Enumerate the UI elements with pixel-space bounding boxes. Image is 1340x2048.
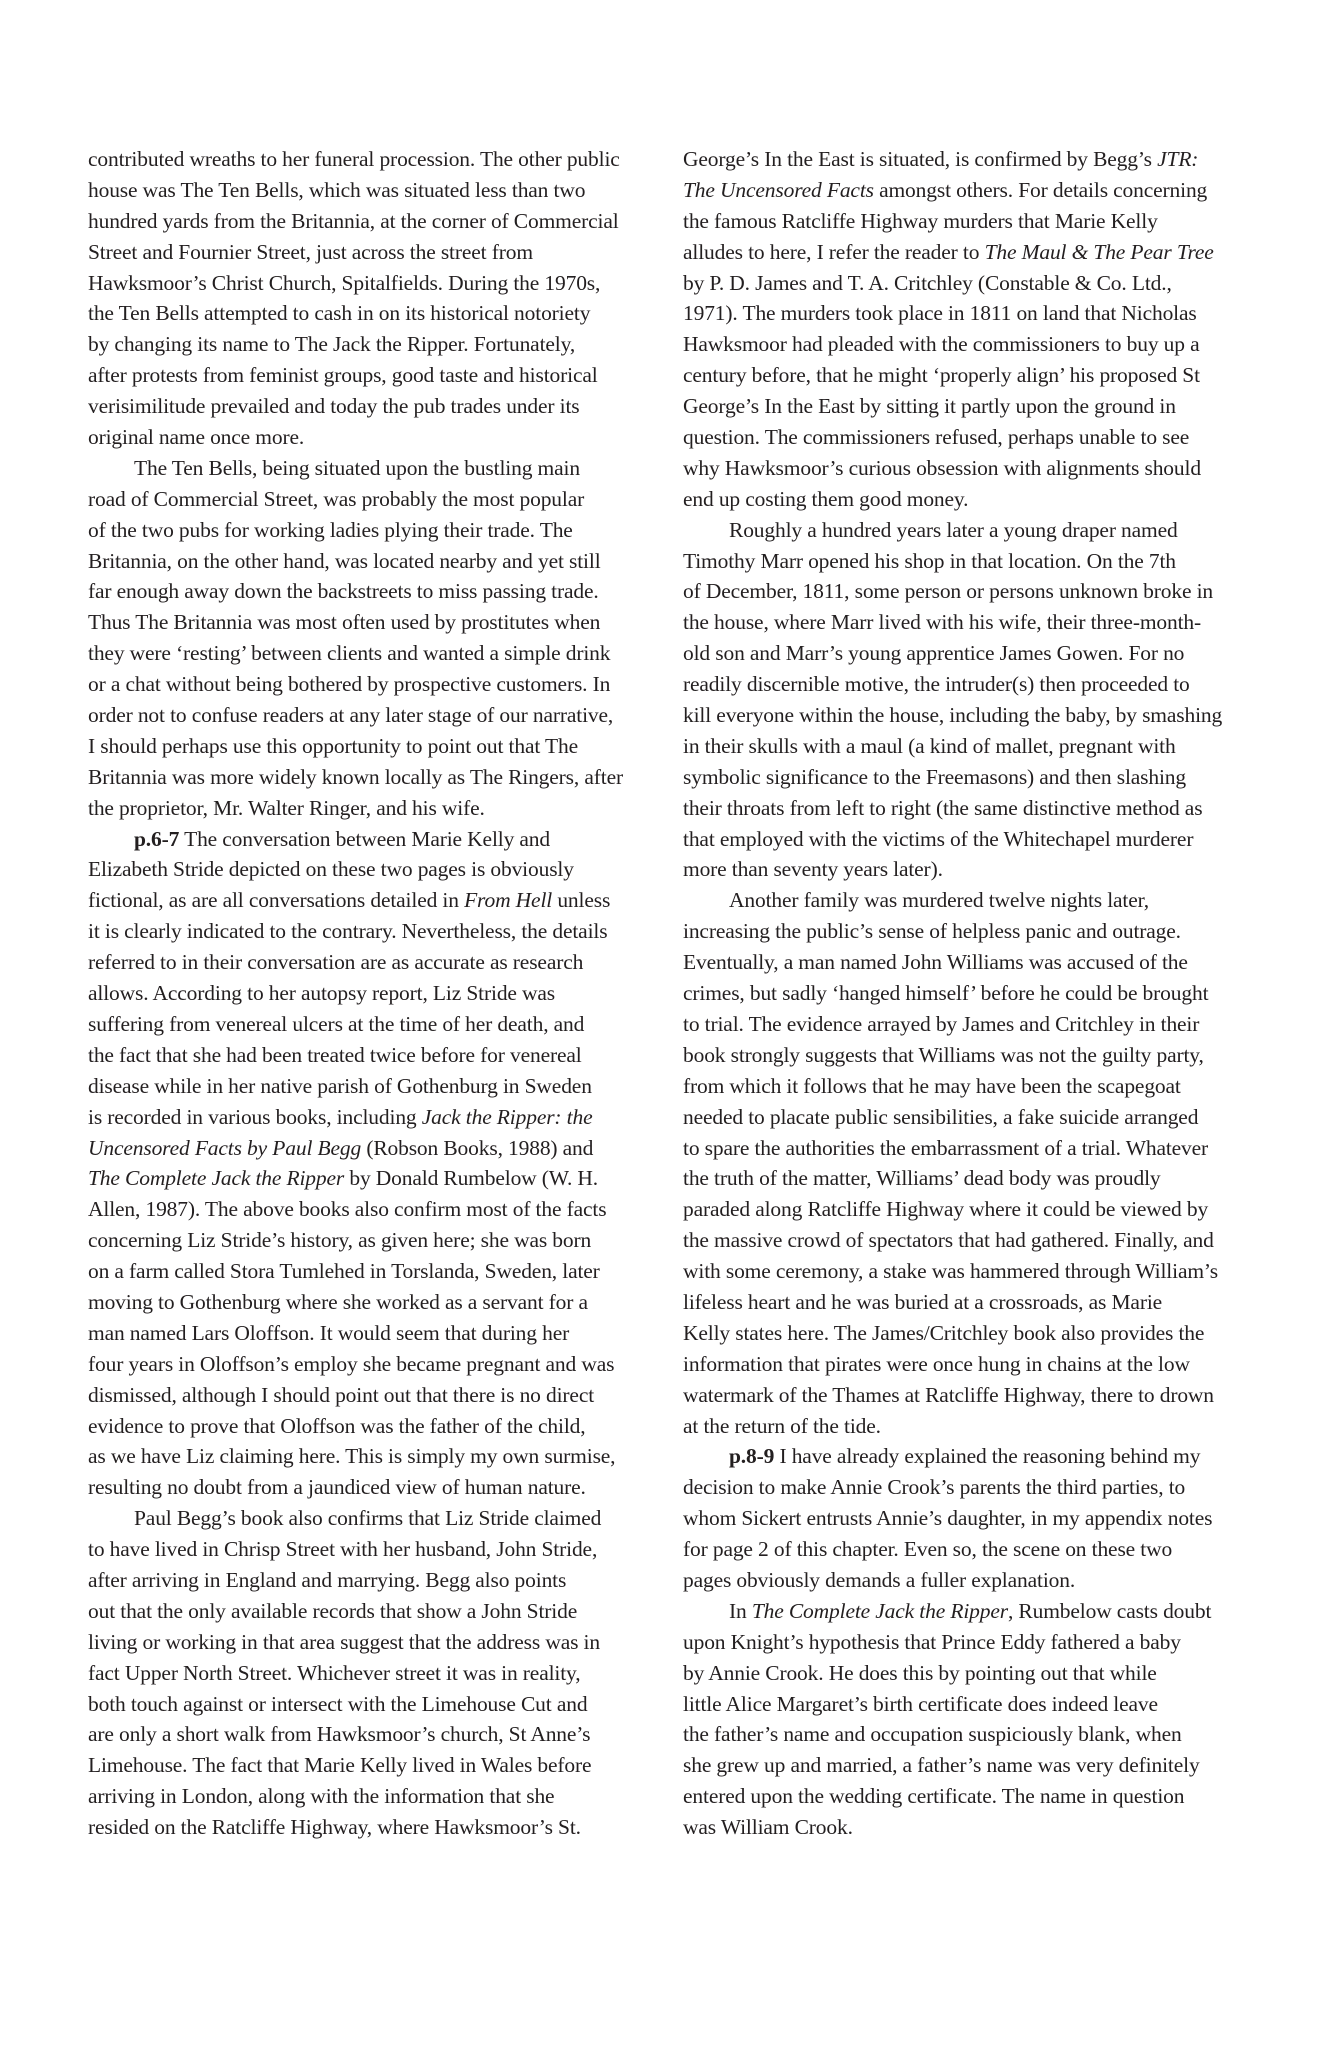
text-line (88, 1040, 648, 1071)
text-line (683, 1349, 1263, 1380)
text-run: road of Commercial Street, was probably the most popular (88, 486, 585, 511)
text-line (683, 731, 1263, 762)
text-line (88, 1133, 648, 1164)
text-run: four years in Oloffson’s employ she became pregnant and was (88, 1351, 615, 1376)
text-run: decision to make Annie Crook’s parents the third parties, to (683, 1475, 1186, 1500)
text-run: pages obviously demands a fuller explanation. (683, 1567, 1076, 1592)
text-run: question. The commissioners refused, perhaps unable to see (683, 425, 1190, 450)
text-run: moving to Gothenburg where she worked as a servant for a (88, 1289, 588, 1314)
text-line (88, 1658, 648, 1689)
text-run: more than seventy years later). (683, 857, 943, 882)
text-run: man named Lars Oloffson. It would seem that during her (88, 1320, 570, 1345)
text-run: it is clearly indicated to the contrary. Nevertheless, the details (88, 919, 608, 944)
text-line (88, 1565, 648, 1596)
text-run: Elizabeth Stride depicted on these two pages is obviously (88, 857, 574, 882)
text-run: why Hawksmoor’s curious obsession with alignments should (683, 455, 1201, 480)
text-line (683, 1627, 1263, 1658)
text-run: crimes, but sadly ‘hanged himself’ before he could be brought (683, 981, 1209, 1006)
text-run: are only a short walk from Hawksmoor’s church, St Anne’s (88, 1722, 591, 1747)
text-line (88, 1411, 648, 1442)
text-line (683, 391, 1263, 422)
italic-title: Jack the Ripper: the (421, 1104, 593, 1129)
text-line (88, 978, 648, 1009)
text-line (88, 1719, 648, 1750)
text-run: far enough away down the backstreets to miss passing trade. (88, 579, 599, 604)
text-run: information that pirates were once hung in chains at the low (683, 1351, 1190, 1376)
text-line (683, 360, 1263, 391)
text-run: after arriving in England and marrying. Begg also points (88, 1567, 567, 1592)
page-reference: p.6-7 (134, 826, 180, 851)
text-line (88, 329, 648, 360)
text-line (683, 669, 1263, 700)
left-text-column (88, 144, 648, 1843)
text-run: symbolic significance to the Freemasons) and then slashing (683, 764, 1187, 789)
text-line (88, 484, 648, 515)
italic-title: From Hell (464, 888, 553, 913)
text-line (683, 1565, 1263, 1596)
text-line (88, 731, 648, 762)
text-line (683, 1596, 1263, 1627)
text-line (683, 1256, 1263, 1287)
text-run: amongst others. For details concerning (873, 177, 1208, 202)
text-line (683, 638, 1263, 669)
text-run: kill everyone within the house, including the baby, by smashing (683, 703, 1223, 728)
text-line (88, 824, 648, 855)
text-line (88, 1503, 648, 1534)
text-run: order not to confuse readers at any later stage of our narrative, (88, 703, 614, 728)
text-run: paraded along Ratcliffe Highway where it could be viewed by (683, 1197, 1209, 1222)
text-line (683, 268, 1263, 299)
text-line (683, 978, 1263, 1009)
text-line (683, 515, 1263, 546)
text-line (88, 175, 648, 206)
text-line (88, 1194, 648, 1225)
text-line (88, 762, 648, 793)
text-run: increasing the public’s sense of helpless panic and outrage. (683, 919, 1181, 944)
text-line (88, 1318, 648, 1349)
text-run: after protests from feminist groups, good taste and historical (88, 363, 598, 388)
text-run: by Donald Rumbelow (W. H. (344, 1166, 599, 1191)
text-run: alludes to here, I refer the reader to (683, 239, 985, 264)
text-line (683, 206, 1263, 237)
text-line (88, 669, 648, 700)
text-run: that employed with the victims of the Whitechapel murderer (683, 826, 1194, 851)
text-line (88, 1596, 648, 1627)
text-run: 1971). The murders took place in 1811 on land that Nicholas (683, 301, 1197, 326)
text-line (683, 175, 1263, 206)
text-line (683, 1411, 1263, 1442)
text-line (683, 762, 1263, 793)
text-run: from which it follows that he may have been the scapegoat (683, 1073, 1181, 1098)
text-run: by P. D. James and T. A. Critchley (Constable & Co. Ltd., (683, 270, 1172, 295)
text-line (683, 854, 1263, 885)
text-run: book strongly suggests that Williams was not the guilty party, (683, 1042, 1204, 1067)
text-line (88, 298, 648, 329)
text-run: arriving in London, along with the information that she (88, 1784, 555, 1809)
text-run: The conversation between Marie Kelly and (179, 826, 551, 851)
text-run: to spare the authorities the embarrassment of a trial. Whatever (683, 1135, 1209, 1160)
text-line (683, 1812, 1263, 1843)
text-run: needed to placate public sensibilities, a fake suicide arranged (683, 1104, 1199, 1129)
text-run: Limehouse. The fact that Marie Kelly lived in Wales before (88, 1753, 592, 1778)
text-run: at the return of the tide. (683, 1413, 881, 1438)
text-run: hundred yards from the Britannia, at the corner of Commercial (88, 208, 619, 233)
text-line (683, 1009, 1263, 1040)
text-line (683, 1163, 1263, 1194)
text-line (88, 453, 648, 484)
text-line (683, 1658, 1263, 1689)
text-run: the truth of the matter, Williams’ dead body was proudly (683, 1166, 1161, 1191)
text-run: George’s In the East by sitting it partly upon the ground in (683, 394, 1176, 419)
text-line (88, 1441, 648, 1472)
text-run: dismissed, although I should point out that there is no direct (88, 1382, 595, 1407)
text-run: in their skulls with a maul (a kind of mallet, pregnant with (683, 733, 1176, 758)
text-run: the famous Ratcliffe Highway murders that Marie Kelly (683, 208, 1158, 233)
text-run: out that the only available records that show a John Stride (88, 1598, 578, 1623)
text-run: the fact that she had been treated twice before for venereal (88, 1042, 582, 1067)
text-run: end up costing them good money. (683, 486, 969, 511)
text-line (683, 546, 1263, 577)
text-line (88, 793, 648, 824)
text-run: I have already explained the reasoning behind my (774, 1444, 1201, 1469)
text-run: she grew up and married, a father’s name was very definitely (683, 1753, 1200, 1778)
text-line (88, 268, 648, 299)
text-run: of the two pubs for working ladies plying their trade. The (88, 517, 573, 542)
text-line (683, 1102, 1263, 1133)
text-run: fictional, as are all conversations detailed in (88, 888, 465, 913)
text-line (88, 700, 648, 731)
text-run: concerning Liz Stride’s history, as given here; she was born (88, 1228, 592, 1253)
text-line (683, 329, 1263, 360)
text-line (88, 1071, 648, 1102)
text-line (683, 1194, 1263, 1225)
text-run: Britannia, on the other hand, was located nearby and yet still (88, 548, 601, 573)
text-line (683, 453, 1263, 484)
text-line (683, 144, 1263, 175)
italic-title: JTR: (1157, 147, 1199, 171)
text-line (683, 1380, 1263, 1411)
right-text-column (683, 144, 1263, 1843)
text-line (88, 1349, 648, 1380)
text-run: their throats from left to right (the same distinctive method as (683, 795, 1203, 820)
text-run: was William Crook. (683, 1815, 853, 1840)
text-line (683, 1040, 1263, 1071)
text-line (683, 1318, 1263, 1349)
text-run: Hawksmoor had pleaded with the commissioners to buy up a (683, 332, 1200, 357)
text-line (683, 885, 1263, 916)
text-run: original name once more. (88, 425, 305, 450)
text-line (88, 515, 648, 546)
text-line (683, 947, 1263, 978)
text-line (683, 484, 1263, 515)
text-run: allows. According to her autopsy report, Liz Stride was (88, 981, 556, 1006)
text-line (683, 700, 1263, 731)
text-line (683, 1071, 1263, 1102)
text-line (88, 1472, 648, 1503)
text-run: suffering from venereal ulcers at the time of her death, and (88, 1011, 585, 1036)
text-line (88, 546, 648, 577)
italic-title: The Uncensored Facts (683, 177, 874, 202)
text-run: In (729, 1598, 752, 1623)
text-line (88, 1102, 648, 1133)
text-line (88, 1380, 648, 1411)
text-run: The Ten Bells, being situated upon the bustling main (134, 455, 580, 480)
text-run: George’s In the East is situated, is confirmed by Begg’s (683, 147, 1158, 171)
text-line (88, 1750, 648, 1781)
text-run: entered upon the wedding certificate. The name in question (683, 1784, 1185, 1809)
text-run: (Robson Books, 1988) and (361, 1135, 594, 1160)
text-line (88, 854, 648, 885)
text-run: the massive crowd of spectators that had gathered. Finally, and (683, 1228, 1214, 1253)
text-run: watermark of the Thames at Ratcliffe Highway, there to drown (683, 1382, 1214, 1407)
text-run: , Rumbelow casts doubt (1007, 1598, 1212, 1623)
page-reference: p.8-9 (729, 1444, 775, 1469)
text-run: lifeless heart and he was buried at a crossroads, as Marie (683, 1289, 1163, 1314)
text-run: referred to in their conversation are as accurate as research (88, 950, 584, 975)
italic-title: The Complete Jack the Ripper (88, 1166, 345, 1191)
text-line (683, 793, 1263, 824)
text-run: or a chat without being bothered by prospective customers. In (88, 672, 611, 697)
text-line (683, 576, 1263, 607)
text-line (683, 916, 1263, 947)
text-run: as we have Liz claiming here. This is simply my own surmise, (88, 1444, 616, 1469)
text-line (683, 1287, 1263, 1318)
text-line (88, 1287, 648, 1318)
text-run: Thus The Britannia was most often used by prostitutes when (88, 610, 601, 635)
text-line (88, 1256, 648, 1287)
text-run: the father’s name and occupation suspiciously blank, when (683, 1722, 1182, 1747)
text-line (683, 1503, 1263, 1534)
text-line (683, 422, 1263, 453)
text-run: to trial. The evidence arrayed by James and Critchley in their (683, 1011, 1200, 1036)
text-line (88, 422, 648, 453)
text-line (88, 1689, 648, 1720)
text-run: Hawksmoor’s Christ Church, Spitalfields. During the 1970s, (88, 270, 601, 295)
text-line (683, 1689, 1263, 1720)
italic-title: The Complete Jack the Ripper (751, 1598, 1008, 1623)
text-line (683, 298, 1263, 329)
text-line (683, 1719, 1263, 1750)
text-line (88, 1009, 648, 1040)
text-line (88, 1812, 648, 1843)
text-run: is recorded in various books, including (88, 1104, 422, 1129)
text-run: on a farm called Stora Tumlehed in Torslanda, Sweden, later (88, 1259, 600, 1284)
text-run: both touch against or intersect with the Limehouse Cut and (88, 1691, 588, 1716)
text-run: century before, that he might ‘properly align’ his proposed St (683, 363, 1200, 388)
text-run: the proprietor, Mr. Walter Ringer, and his wife. (88, 795, 485, 820)
text-line (88, 885, 648, 916)
text-run: by Annie Crook. He does this by pointing out that while (683, 1660, 1157, 1685)
text-line (88, 916, 648, 947)
text-line (683, 1225, 1263, 1256)
text-run: verisimilitude prevailed and today the pub trades under its (88, 394, 580, 419)
text-line (88, 360, 648, 391)
text-run: contributed wreaths to her funeral procession. The other public (88, 147, 620, 171)
text-run: fact Upper North Street. Whichever street it was in reality, (88, 1660, 581, 1685)
text-run: Paul Begg’s book also confirms that Liz Stride claimed (134, 1506, 602, 1531)
text-run: upon Knight’s hypothesis that Prince Eddy fathered a baby (683, 1629, 1181, 1654)
text-line (683, 1441, 1263, 1472)
text-run: Kelly states here. The James/Critchley book also provides the (683, 1320, 1205, 1345)
text-line (683, 607, 1263, 638)
text-run: living or working in that area suggest that the address was in (88, 1629, 600, 1654)
text-run: Britannia was more widely known locally as The Ringers, after (88, 764, 623, 789)
text-run: whom Sickert entrusts Annie’s daughter, in my appendix notes (683, 1506, 1213, 1531)
text-run: Allen, 1987). The above books also confirm most of the facts (88, 1197, 607, 1222)
text-line (88, 1781, 648, 1812)
text-run: to have lived in Chrisp Street with her husband, John Stride, (88, 1537, 598, 1562)
text-line (88, 607, 648, 638)
text-run: by changing its name to The Jack the Ripper. Fortunately, (88, 332, 576, 357)
text-run: the house, where Marr lived with his wife, their three-month- (683, 610, 1202, 635)
text-line (88, 206, 648, 237)
text-run: Street and Fournier Street, just across the street from (88, 239, 533, 264)
text-line (88, 1163, 648, 1194)
text-run: I should perhaps use this opportunity to point out that The (88, 733, 578, 758)
text-line (683, 237, 1263, 268)
text-line (683, 824, 1263, 855)
text-run: with some ceremony, a stake was hammered through William’s (683, 1259, 1218, 1284)
text-run: resided on the Ratcliffe Highway, where Hawksmoor’s St. (88, 1815, 581, 1840)
text-line (88, 1534, 648, 1565)
text-run: Another family was murdered twelve nights later, (729, 888, 1150, 913)
text-run: unless (552, 888, 611, 913)
text-run: little Alice Margaret’s birth certificate does indeed leave (683, 1691, 1158, 1716)
text-line (88, 1627, 648, 1658)
text-run: Eventually, a man named John Williams was accused of the (683, 950, 1188, 975)
text-run: old son and Marr’s young apprentice James Gowen. For no (683, 641, 1185, 666)
text-run: of December, 1811, some person or persons unknown broke in (683, 579, 1214, 604)
text-run: evidence to prove that Oloffson was the father of the child, (88, 1413, 586, 1438)
text-line (88, 638, 648, 669)
text-run: readily discernible motive, the intruder(s) then proceeded to (683, 672, 1190, 697)
text-line (88, 237, 648, 268)
text-line (88, 947, 648, 978)
text-run: Roughly a hundred years later a young draper named (729, 517, 1178, 542)
text-line (683, 1133, 1263, 1164)
text-line (88, 1225, 648, 1256)
text-line (683, 1534, 1263, 1565)
italic-title: Uncensored Facts by Paul Begg (88, 1135, 362, 1160)
text-line (88, 391, 648, 422)
text-run: resulting no doubt from a jaundiced view of human nature. (88, 1475, 586, 1500)
text-run: disease while in her native parish of Gothenburg in Sweden (88, 1073, 592, 1098)
italic-title: The Maul & The Pear Tree (984, 239, 1214, 264)
text-run: they were ‘resting’ between clients and wanted a simple drink (88, 641, 611, 666)
text-line (88, 144, 648, 175)
text-line (683, 1750, 1263, 1781)
text-line (88, 576, 648, 607)
text-line (683, 1781, 1263, 1812)
text-run: the Ten Bells attempted to cash in on its historical notoriety (88, 301, 591, 326)
text-line (683, 1472, 1263, 1503)
text-run: Timothy Marr opened his shop in that location. On the 7th (683, 548, 1176, 573)
text-run: for page 2 of this chapter. Even so, the scene on these two (683, 1537, 1173, 1562)
text-run: house was The Ten Bells, which was situated less than two (88, 177, 586, 202)
